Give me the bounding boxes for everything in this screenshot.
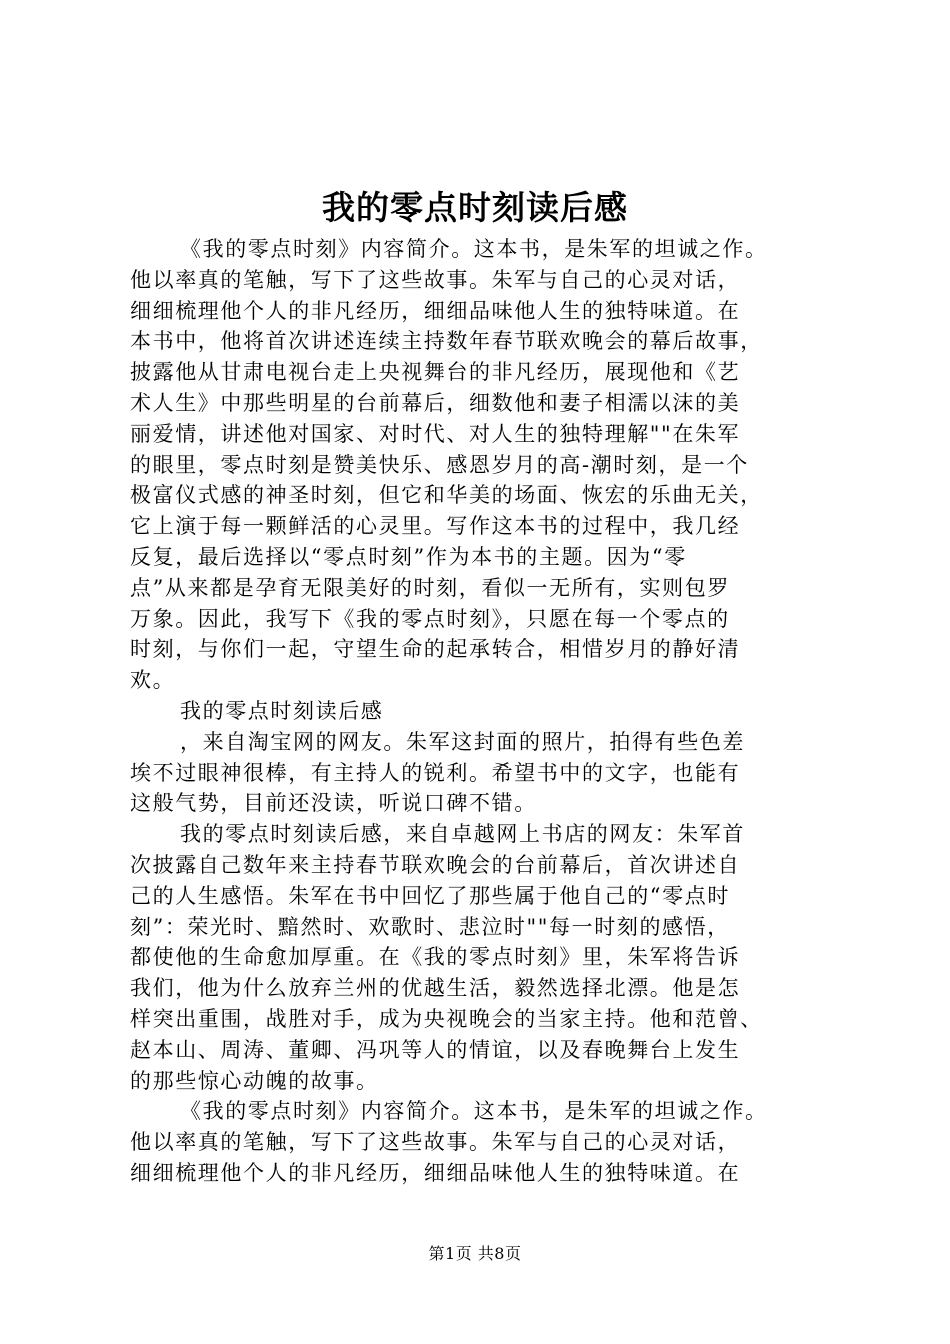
text-line: 他以率真的笔触，写下了这些故事。朱军与自己的心灵对话， <box>130 1130 741 1155</box>
text-line: 刻”：荣光时、黯然时、欢歌时、悲泣时""每一时刻的感悟， <box>130 914 730 939</box>
page-number-footer: 第1页 共8页 <box>428 1244 522 1263</box>
text-line: 己的人生感悟。朱军在书中回忆了那些属于他自己的“零点时 <box>130 883 730 908</box>
text-line: 时刻，与你们一起，守望生命的起承转合，相惜岁月的静好清 <box>130 637 741 662</box>
text-line: 术人生》中那些明星的台前幕后，细数他和妻子相濡以沫的美 <box>130 390 741 415</box>
document-body <box>130 234 855 1189</box>
text-line: 的眼里，零点时刻是赞美快乐、感恩岁月的高-潮时刻，是一个 <box>130 452 749 477</box>
text-line: 极富仪式感的神圣时刻，但它和华美的场面、恢宏的乐曲无关， <box>130 483 763 508</box>
text-line: 本书中，他将首次讲述连续主持数年春节联欢晚会的幕后故事， <box>130 329 763 354</box>
text-line: 这般气势，目前还没读，听说口碑不错。 <box>130 791 537 816</box>
text-line: 点”从来都是孕育无限美好的时刻，看似一无所有，实则包罗 <box>130 575 730 600</box>
text-line: 我们，他为什么放弃兰州的优越生活，毅然选择北漂。他是怎 <box>130 976 741 1001</box>
text-line: 细细梳理他个人的非凡经历，细细品味他人生的独特味道。在 <box>130 298 741 323</box>
text-line: 样突出重围，战胜对手，成为央视晚会的当家主持。他和范曾、 <box>130 1006 763 1031</box>
text-line: 的那些惊心动魄的故事。 <box>130 1068 379 1093</box>
text-line: 次披露自己数年来主持春节联欢晚会的台前幕后，首次讲述自 <box>130 852 741 877</box>
text-line: 细细梳理他个人的非凡经历，细细品味他人生的独特味道。在 <box>130 1160 741 1185</box>
text-line: 它上演于每一颗鲜活的心灵里。写作这本书的过程中，我几经 <box>130 514 741 539</box>
text-line: 他以率真的笔触，写下了这些故事。朱军与自己的心灵对话， <box>130 267 741 292</box>
text-line: 我的零点时刻读后感，来自卓越网上书店的网友：朱军首 <box>180 822 745 847</box>
text-line: 都使他的生命愈加厚重。在《我的零点时刻》里，朱军将告诉 <box>130 945 741 970</box>
text-line: 披露他从甘肃电视台走上央视舞台的非凡经历，展现他和《艺 <box>130 360 741 385</box>
text-line: 《我的零点时刻》内容简介。这本书，是朱军的坦诚之作。 <box>180 237 768 261</box>
text-line: 丽爱情，讲述他对国家、对时代、对人生的独特理解""在朱军 <box>130 421 741 446</box>
text-line: 《我的零点时刻》内容简介。这本书，是朱军的坦诚之作。 <box>180 1099 768 1124</box>
text-line: 万象。因此，我写下《我的零点时刻》，只愿在每一个零点的 <box>130 606 730 631</box>
text-line: 赵本山、周涛、董卿、冯巩等人的情谊，以及春晚舞台上发生 <box>130 1037 741 1062</box>
text-line: 反复，最后选择以“零点时刻”作为本书的主题。因为“零 <box>130 544 687 569</box>
text-line: ，来自淘宝网的网友。朱军这封面的照片，拍得有些色差 <box>180 729 745 754</box>
text-line: 埃不过眼神很棒，有主持人的锐利。希望书中的文字，也能有 <box>130 760 741 785</box>
section-heading-line: 我的零点时刻读后感 <box>180 698 384 723</box>
text-line: 欢。 <box>130 668 176 693</box>
document-title: 我的零点时刻读后感 <box>322 188 628 227</box>
